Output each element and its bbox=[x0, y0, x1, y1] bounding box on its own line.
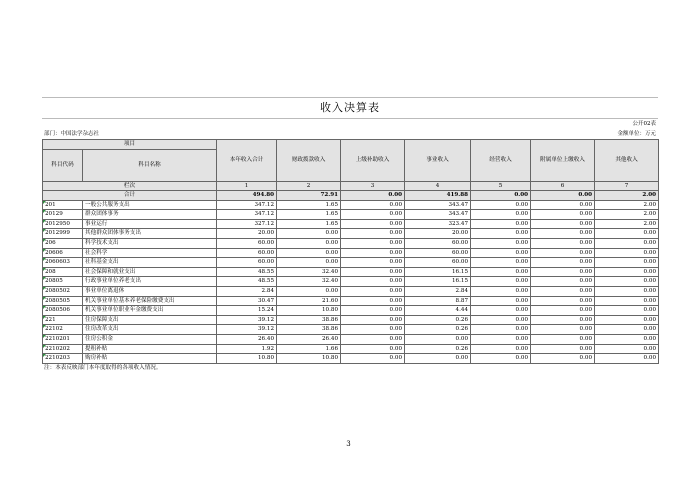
amount-cell: 347.12 bbox=[217, 210, 277, 220]
amount-cell: 0.00 bbox=[595, 258, 659, 268]
table-row bbox=[43, 286, 659, 296]
col-number: 5 bbox=[471, 182, 531, 191]
amount-cell: 0.00 bbox=[595, 286, 659, 296]
amount-cell: 10.80 bbox=[217, 354, 277, 364]
amount-cell: 1.66 bbox=[277, 344, 341, 354]
amount-cell: 0.00 bbox=[277, 286, 341, 296]
amount-cell: 60.00 bbox=[217, 238, 277, 248]
amount-cell: 20.00 bbox=[217, 229, 277, 239]
amount-cell: 0.00 bbox=[531, 315, 595, 325]
amount-cell: 20.00 bbox=[405, 229, 471, 239]
amount-cell: 0.00 bbox=[341, 229, 405, 239]
page-number: 3 bbox=[346, 440, 351, 448]
amount-cell: 343.47 bbox=[405, 210, 471, 220]
amount-cell: 0.00 bbox=[471, 229, 531, 239]
subject-code: 20805 bbox=[43, 277, 83, 287]
amount-cell: 0.26 bbox=[405, 315, 471, 325]
amount-cell: 0.00 bbox=[531, 210, 595, 220]
table-row bbox=[43, 344, 659, 354]
amount-cell: 0.00 bbox=[471, 200, 531, 210]
amount-cell: 0.00 bbox=[341, 258, 405, 268]
amount-cell: 2.84 bbox=[405, 286, 471, 296]
subject-code: 20606 bbox=[43, 248, 83, 258]
amount-cell: 0.00 bbox=[531, 258, 595, 268]
header-col-business: 事业收入 bbox=[405, 140, 471, 182]
total-value: 494.80 bbox=[217, 191, 277, 201]
amount-cell: 2.84 bbox=[217, 286, 277, 296]
amount-cell: 21.60 bbox=[277, 296, 341, 306]
amount-cell: 2.00 bbox=[595, 210, 659, 220]
amount-cell: 10.80 bbox=[277, 354, 341, 364]
amount-cell: 327.12 bbox=[217, 219, 277, 229]
table-row bbox=[43, 248, 659, 258]
table-row bbox=[43, 229, 659, 239]
header-name: 科目名称 bbox=[83, 150, 217, 182]
table-row bbox=[43, 219, 659, 229]
amount-cell: 343.47 bbox=[405, 200, 471, 210]
table-row bbox=[43, 325, 659, 335]
header-col-total: 本年收入合计 bbox=[217, 140, 277, 182]
amount-cell: 0.00 bbox=[471, 267, 531, 277]
amount-cell: 0.00 bbox=[531, 248, 595, 258]
subject-name: 住房保障支出 bbox=[83, 315, 217, 325]
total-value: 2.00 bbox=[595, 191, 659, 201]
subject-code: 2210203 bbox=[43, 354, 83, 364]
amount-cell: 0.00 bbox=[471, 258, 531, 268]
amount-cell: 0.00 bbox=[531, 334, 595, 344]
amount-cell: 16.15 bbox=[405, 267, 471, 277]
amount-cell: 38.86 bbox=[277, 315, 341, 325]
table-row bbox=[43, 334, 659, 344]
amount-cell: 39.12 bbox=[217, 315, 277, 325]
amount-cell: 347.12 bbox=[217, 200, 277, 210]
subject-name: 住房改革支出 bbox=[83, 325, 217, 335]
amount-cell: 0.00 bbox=[341, 200, 405, 210]
col-number: 4 bbox=[405, 182, 471, 191]
amount-cell: 48.55 bbox=[217, 277, 277, 287]
amount-cell: 30.47 bbox=[217, 296, 277, 306]
subject-name: 社会保障和就业支出 bbox=[83, 267, 217, 277]
table-row bbox=[43, 210, 659, 220]
amount-cell: 0.00 bbox=[595, 354, 659, 364]
amount-cell: 323.47 bbox=[405, 219, 471, 229]
header-col-other: 其他收入 bbox=[595, 140, 659, 182]
subject-code: 2012999 bbox=[43, 229, 83, 239]
amount-cell: 2.00 bbox=[595, 219, 659, 229]
table-row bbox=[43, 315, 659, 325]
amount-cell: 0.00 bbox=[405, 354, 471, 364]
amount-cell: 0.00 bbox=[471, 296, 531, 306]
amount-cell: 60.00 bbox=[405, 258, 471, 268]
amount-cell: 48.55 bbox=[217, 267, 277, 277]
table-row bbox=[43, 296, 659, 306]
amount-cell: 0.00 bbox=[595, 325, 659, 335]
table-row bbox=[43, 267, 659, 277]
total-row bbox=[43, 191, 659, 201]
amount-cell: 0.00 bbox=[531, 219, 595, 229]
amount-cell: 0.00 bbox=[595, 229, 659, 239]
amount-cell: 0.26 bbox=[405, 344, 471, 354]
amount-cell: 0.00 bbox=[471, 306, 531, 316]
amount-cell: 0.00 bbox=[595, 315, 659, 325]
amount-cell: 60.00 bbox=[217, 248, 277, 258]
subject-name: 购房补贴 bbox=[83, 354, 217, 364]
amount-cell: 0.00 bbox=[341, 296, 405, 306]
income-table bbox=[42, 139, 659, 364]
amount-cell: 26.40 bbox=[277, 334, 341, 344]
amount-cell: 0.00 bbox=[531, 286, 595, 296]
subject-name: 行政事业单位养老支出 bbox=[83, 277, 217, 287]
table-note: 注：本表反映部门本年度取得的各项收入情况。 bbox=[44, 364, 162, 371]
table-row bbox=[43, 258, 659, 268]
total-value: 72.91 bbox=[277, 191, 341, 201]
amount-cell: 38.86 bbox=[277, 325, 341, 335]
amount-cell: 0.00 bbox=[471, 334, 531, 344]
col-number: 6 bbox=[531, 182, 595, 191]
header-item: 项目 bbox=[43, 140, 217, 150]
col-number: 1 bbox=[217, 182, 277, 191]
total-value: 0.00 bbox=[531, 191, 595, 201]
amount-cell: 0.00 bbox=[471, 315, 531, 325]
table-row bbox=[43, 306, 659, 316]
subject-code: 2012950 bbox=[43, 219, 83, 229]
amount-cell: 10.80 bbox=[277, 306, 341, 316]
table-row bbox=[43, 200, 659, 210]
amount-cell: 8.87 bbox=[405, 296, 471, 306]
amount-cell: 0.00 bbox=[595, 238, 659, 248]
subject-name: 社科基金支出 bbox=[83, 258, 217, 268]
subject-code: 22102 bbox=[43, 325, 83, 335]
amount-cell: 0.00 bbox=[531, 277, 595, 287]
amount-cell: 0.00 bbox=[341, 248, 405, 258]
amount-cell: 0.00 bbox=[341, 267, 405, 277]
total-label: 合计 bbox=[43, 191, 217, 201]
subject-code: 221 bbox=[43, 315, 83, 325]
amount-cell: 0.00 bbox=[531, 229, 595, 239]
subject-name: 其他群众团体事务支出 bbox=[83, 229, 217, 239]
amount-cell: 0.00 bbox=[341, 306, 405, 316]
amount-cell: 0.00 bbox=[405, 334, 471, 344]
subject-name: 机关事业单位职业年金缴费支出 bbox=[83, 306, 217, 316]
subject-code: 2080502 bbox=[43, 286, 83, 296]
amount-cell: 0.00 bbox=[595, 306, 659, 316]
amount-cell: 1.65 bbox=[277, 210, 341, 220]
amount-cell: 0.00 bbox=[341, 210, 405, 220]
amount-cell: 0.00 bbox=[277, 248, 341, 258]
amount-cell: 0.00 bbox=[531, 354, 595, 364]
amount-cell: 0.00 bbox=[471, 219, 531, 229]
subject-name: 住房公积金 bbox=[83, 334, 217, 344]
amount-cell: 0.00 bbox=[595, 334, 659, 344]
amount-cell: 0.00 bbox=[595, 248, 659, 258]
subject-name: 提租补贴 bbox=[83, 344, 217, 354]
amount-cell: 0.00 bbox=[341, 354, 405, 364]
amount-cell: 0.00 bbox=[595, 344, 659, 354]
amount-cell: 1.65 bbox=[277, 200, 341, 210]
amount-cell: 0.00 bbox=[277, 258, 341, 268]
col-number: 2 bbox=[277, 182, 341, 191]
subject-code: 2080506 bbox=[43, 306, 83, 316]
amount-cell: 0.00 bbox=[341, 286, 405, 296]
subject-name: 事业运行 bbox=[83, 219, 217, 229]
header-col-superior-subsidy: 上级补助收入 bbox=[341, 140, 405, 182]
amount-cell: 0.00 bbox=[531, 306, 595, 316]
amount-cell: 0.00 bbox=[471, 354, 531, 364]
amount-cell: 60.00 bbox=[405, 248, 471, 258]
subject-code: 206 bbox=[43, 238, 83, 248]
amount-cell: 16.15 bbox=[405, 277, 471, 287]
amount-cell: 0.00 bbox=[341, 277, 405, 287]
amount-cell: 0.00 bbox=[531, 325, 595, 335]
amount-cell: 0.00 bbox=[341, 325, 405, 335]
subject-name: 事业单位离退休 bbox=[83, 286, 217, 296]
amount-cell: 0.00 bbox=[341, 334, 405, 344]
amount-cell: 1.65 bbox=[277, 219, 341, 229]
subject-name: 社会科学 bbox=[83, 248, 217, 258]
amount-cell: 0.00 bbox=[471, 277, 531, 287]
col-number: 3 bbox=[341, 182, 405, 191]
amount-cell: 39.12 bbox=[217, 325, 277, 335]
unit-label: 金额单位：万元 bbox=[617, 131, 656, 137]
amount-cell: 0.00 bbox=[341, 238, 405, 248]
header-code: 科目代码 bbox=[43, 150, 83, 182]
amount-cell: 0.00 bbox=[595, 277, 659, 287]
subject-code: 2210201 bbox=[43, 334, 83, 344]
amount-cell: 2.00 bbox=[595, 200, 659, 210]
header-col-fiscal: 财政拨款收入 bbox=[277, 140, 341, 182]
subject-code: 2210202 bbox=[43, 344, 83, 354]
total-value: 419.88 bbox=[405, 191, 471, 201]
amount-cell: 0.00 bbox=[595, 296, 659, 306]
header-lanci: 栏次 bbox=[43, 182, 217, 191]
form-number: 公开02表 bbox=[632, 121, 656, 127]
subject-code: 201 bbox=[43, 200, 83, 210]
subject-name: 一般公共服务支出 bbox=[83, 200, 217, 210]
amount-cell: 0.00 bbox=[471, 248, 531, 258]
amount-cell: 0.00 bbox=[341, 315, 405, 325]
amount-cell: 0.00 bbox=[471, 210, 531, 220]
amount-cell: 0.00 bbox=[341, 219, 405, 229]
table-row bbox=[43, 277, 659, 287]
total-value: 0.00 bbox=[341, 191, 405, 201]
amount-cell: 0.00 bbox=[471, 286, 531, 296]
table-title: 收入决算表 bbox=[42, 97, 658, 119]
amount-cell: 15.24 bbox=[217, 306, 277, 316]
amount-cell: 1.92 bbox=[217, 344, 277, 354]
department-unit-row bbox=[42, 129, 658, 139]
amount-cell: 0.00 bbox=[277, 238, 341, 248]
amount-cell: 0.00 bbox=[471, 238, 531, 248]
amount-cell: 32.40 bbox=[277, 267, 341, 277]
amount-cell: 0.00 bbox=[531, 296, 595, 306]
amount-cell: 26.40 bbox=[217, 334, 277, 344]
amount-cell: 0.26 bbox=[405, 325, 471, 335]
amount-cell: 0.00 bbox=[531, 200, 595, 210]
amount-cell: 0.00 bbox=[471, 325, 531, 335]
amount-cell: 0.00 bbox=[595, 267, 659, 277]
table-row bbox=[43, 238, 659, 248]
amount-cell: 0.00 bbox=[277, 229, 341, 239]
col-number: 7 bbox=[595, 182, 659, 191]
amount-cell: 0.00 bbox=[531, 267, 595, 277]
header-col-operating: 经营收入 bbox=[471, 140, 531, 182]
form-number-row bbox=[42, 119, 658, 129]
subject-code: 20129 bbox=[43, 210, 83, 220]
table-row bbox=[43, 354, 659, 364]
subject-code: 2080505 bbox=[43, 296, 83, 306]
amount-cell: 0.00 bbox=[341, 344, 405, 354]
amount-cell: 0.00 bbox=[471, 344, 531, 354]
amount-cell: 60.00 bbox=[217, 258, 277, 268]
department-label: 部门：中国法学杂志社 bbox=[44, 131, 100, 137]
amount-cell: 60.00 bbox=[405, 238, 471, 248]
amount-cell: 0.00 bbox=[531, 344, 595, 354]
income-final-accounts-sheet bbox=[42, 97, 658, 373]
subject-name: 机关事业单位基本养老保险缴费支出 bbox=[83, 296, 217, 306]
subject-code: 2060603 bbox=[43, 258, 83, 268]
amount-cell: 0.00 bbox=[531, 238, 595, 248]
amount-cell: 4.44 bbox=[405, 306, 471, 316]
subject-name: 群众团体事务 bbox=[83, 210, 217, 220]
total-value: 0.00 bbox=[471, 191, 531, 201]
header-col-subsidiary: 附属单位上缴收入 bbox=[531, 140, 595, 182]
subject-name: 科学技术支出 bbox=[83, 238, 217, 248]
subject-code: 208 bbox=[43, 267, 83, 277]
amount-cell: 32.40 bbox=[277, 277, 341, 287]
